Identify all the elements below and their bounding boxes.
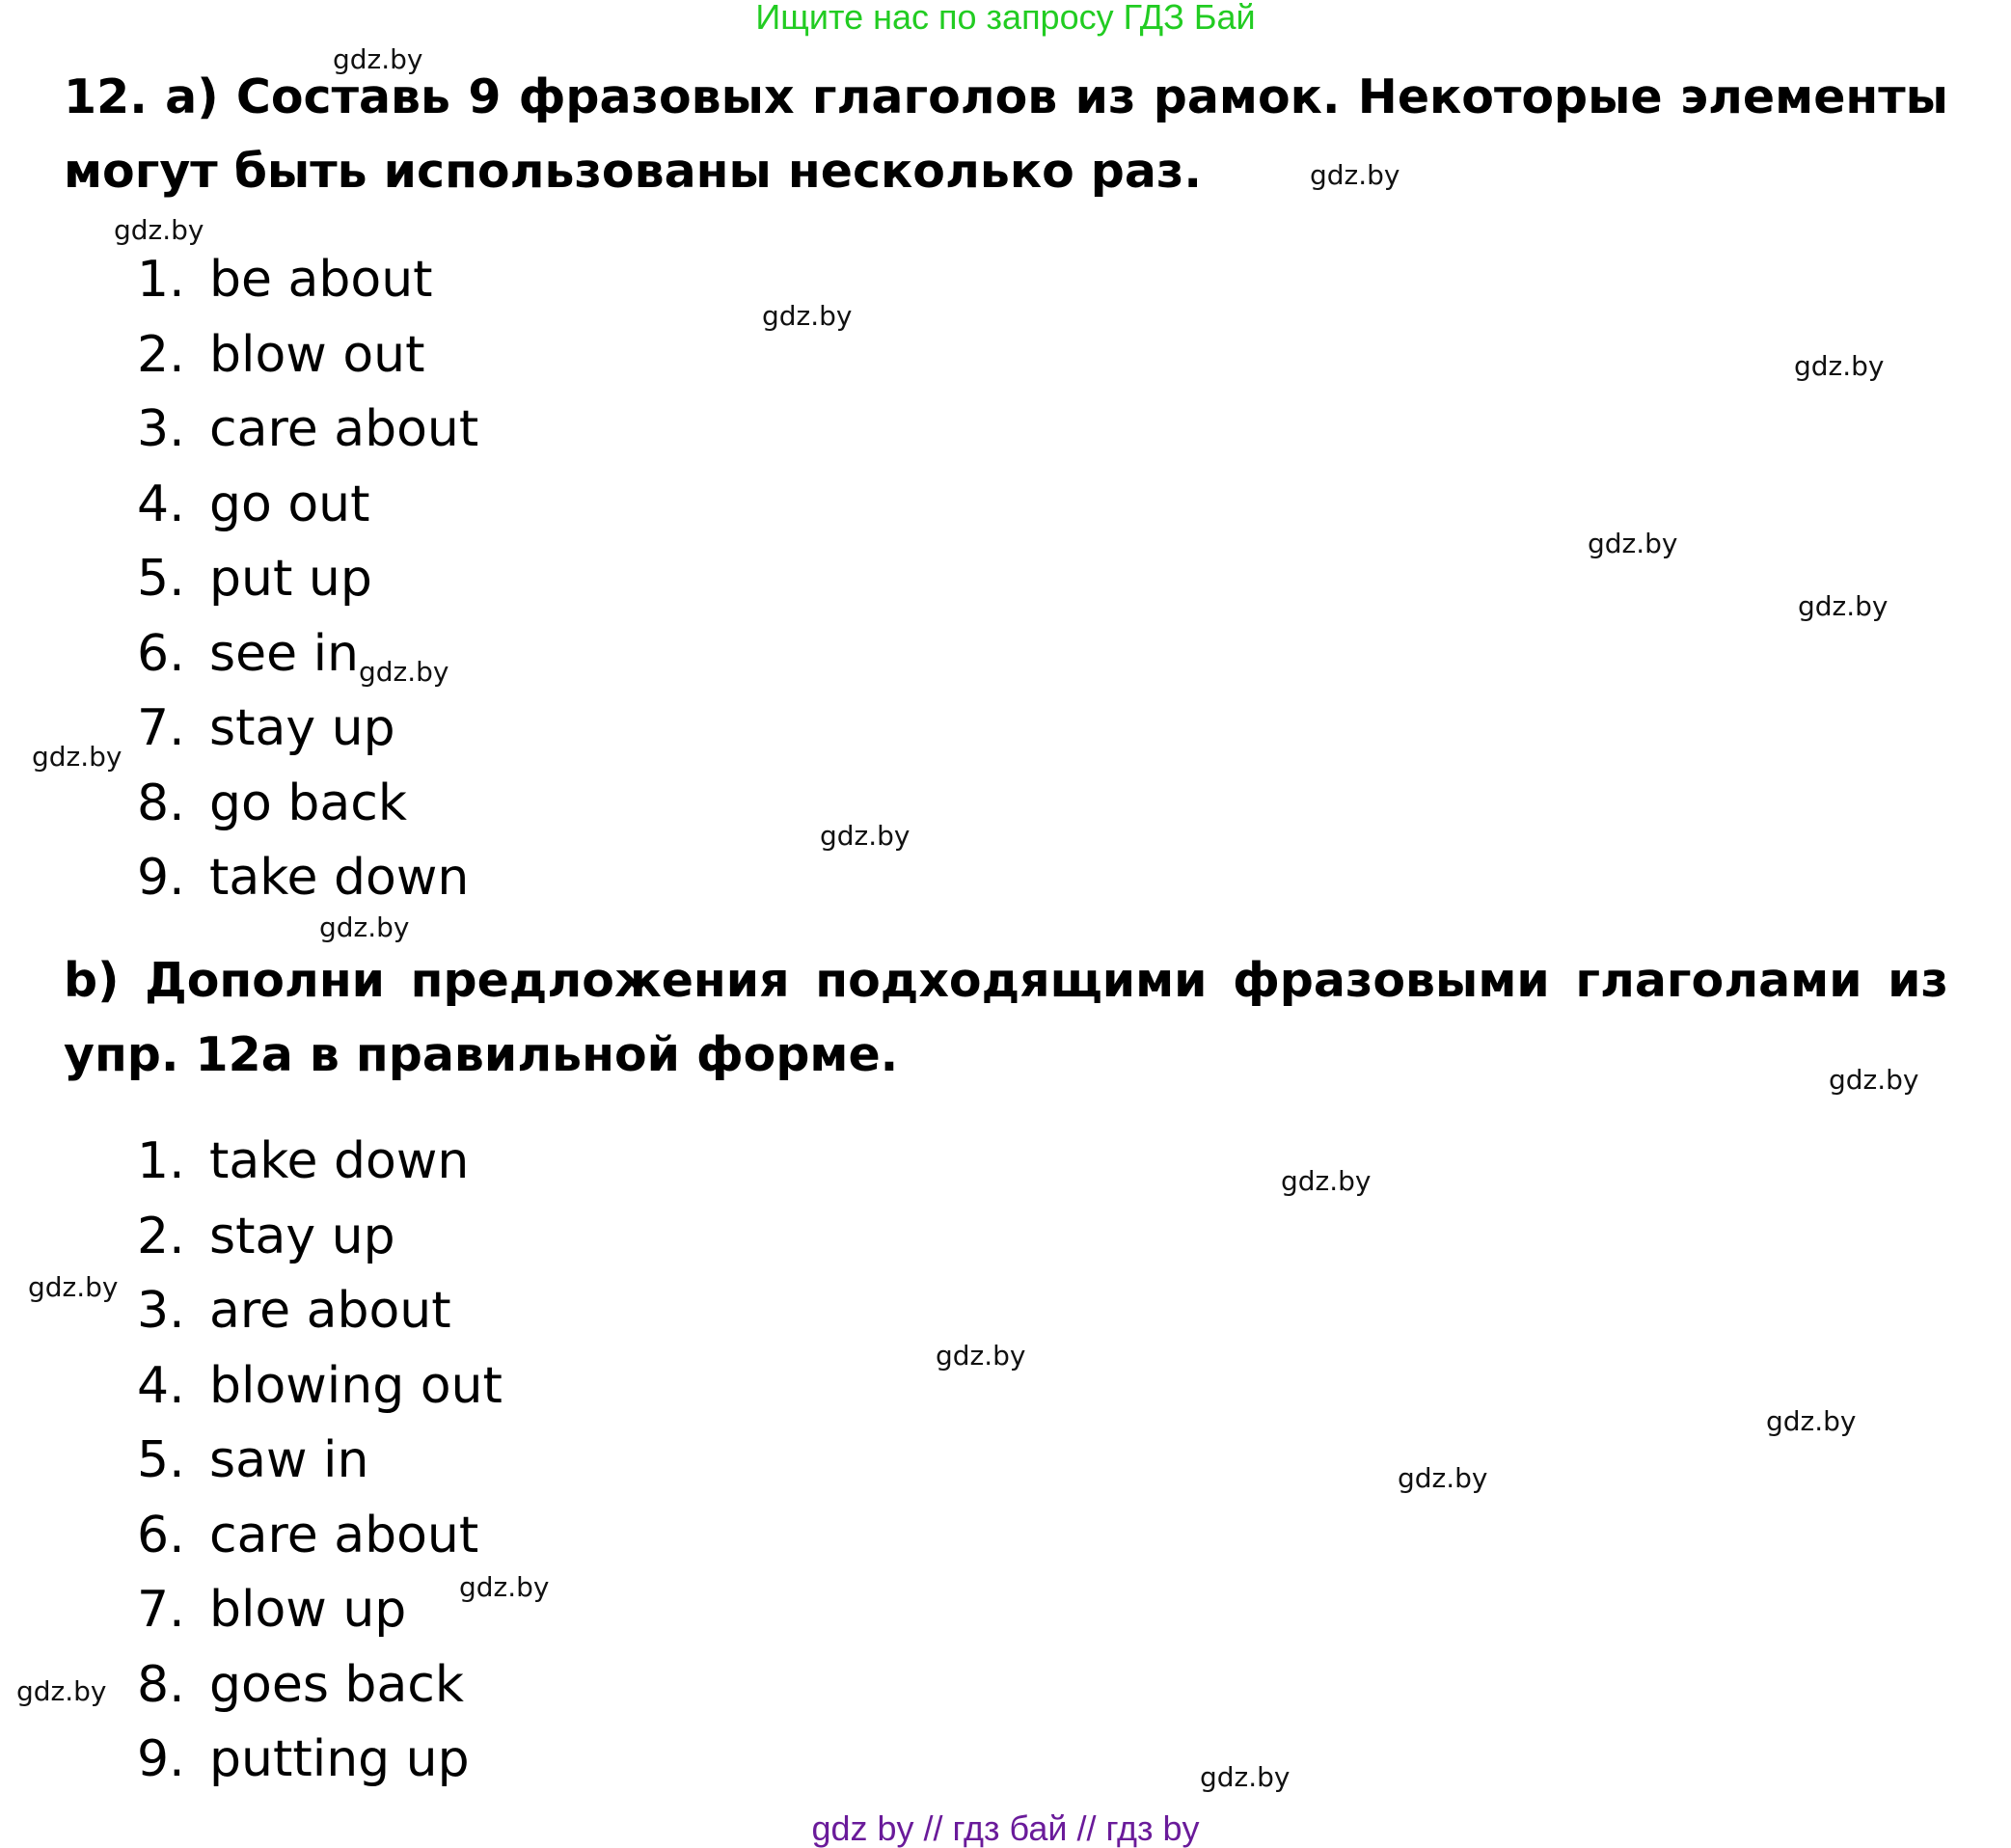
watermark: gdz.by [32, 741, 122, 773]
list-item [137, 1200, 503, 1275]
item-number: 1. [137, 251, 185, 309]
list-item [137, 767, 478, 842]
list-item [137, 1274, 503, 1349]
item-text: take down [209, 849, 470, 907]
watermark: gdz.by [936, 1340, 1026, 1372]
list-item [137, 841, 478, 916]
item-text: goes back [209, 1655, 465, 1714]
task-b-instruction: b) Дополни предложения подходящими фразовыми глаголами из упр. 12а в правильной форме. [64, 953, 1948, 1082]
item-number: 1. [137, 1132, 185, 1190]
item-text: put up [209, 550, 372, 608]
item-number: 3. [137, 1282, 185, 1340]
item-text: saw in [209, 1431, 369, 1489]
item-number: 8. [137, 774, 185, 832]
watermark: gdz.by [762, 300, 853, 332]
item-number: 5. [137, 1431, 185, 1489]
watermark: gdz.by [1798, 590, 1889, 622]
item-number: 9. [137, 849, 185, 907]
item-number: 3. [137, 400, 185, 458]
watermark: gdz.by [359, 656, 449, 688]
watermark: gdz.by [16, 1675, 107, 1707]
watermark: gdz.by [114, 214, 204, 246]
list-item [137, 318, 478, 394]
item-text: blow out [209, 325, 425, 384]
watermark: gdz.by [1829, 1064, 1919, 1096]
item-number: 6. [137, 624, 185, 683]
item-text: care about [209, 1506, 479, 1564]
item-number: 4. [137, 1356, 185, 1415]
header-banner: Ищите нас по запросу ГДЗ Бай [755, 0, 1256, 37]
task-a-instruction: 12. а) Составь 9 фразовых глаголов из рамок. Некоторые элементы могут быть использованы несколько раз. [64, 69, 1948, 199]
watermark: gdz.by [1398, 1462, 1488, 1494]
item-text: take down [209, 1132, 470, 1190]
item-text: see in [209, 624, 360, 683]
footer-banner: gdz by // гдз бай // гдз by [811, 1808, 1200, 1848]
list-item [137, 1499, 503, 1574]
item-number: 8. [137, 1655, 185, 1714]
list-item [137, 1349, 503, 1425]
list-item [137, 393, 478, 468]
list-item [137, 542, 478, 617]
watermark: gdz.by [820, 820, 910, 852]
item-number: 5. [137, 550, 185, 608]
item-number: 2. [137, 1207, 185, 1265]
list-item [137, 1424, 503, 1499]
item-number: 9. [137, 1730, 185, 1788]
list-item [137, 692, 478, 767]
watermark: gdz.by [1794, 350, 1885, 382]
item-number: 6. [137, 1506, 185, 1564]
watermark: gdz.by [1281, 1165, 1372, 1197]
item-text: blowing out [209, 1356, 503, 1415]
list-item [137, 1125, 503, 1200]
answer-list-b [137, 1125, 503, 1798]
item-text: stay up [209, 699, 395, 757]
watermark: gdz.by [459, 1571, 550, 1603]
list-item [137, 1573, 503, 1648]
item-number: 4. [137, 475, 185, 533]
item-text: care about [209, 400, 479, 458]
watermark: gdz.by [1310, 159, 1400, 191]
item-text: stay up [209, 1207, 395, 1265]
watermark: gdz.by [333, 43, 423, 75]
item-text: blow up [209, 1581, 407, 1639]
watermark: gdz.by [1588, 528, 1678, 559]
list-item [137, 1648, 503, 1724]
list-item [137, 243, 478, 318]
item-text: are about [209, 1282, 451, 1340]
item-number: 7. [137, 1581, 185, 1639]
item-text: go out [209, 475, 370, 533]
item-number: 2. [137, 325, 185, 384]
watermark: gdz.by [28, 1271, 119, 1303]
item-text: putting up [209, 1730, 470, 1788]
list-item [137, 1723, 503, 1798]
watermark: gdz.by [1766, 1405, 1857, 1437]
item-number: 7. [137, 699, 185, 757]
watermark: gdz.by [319, 911, 410, 943]
answer-list-a [137, 243, 478, 916]
item-text: go back [209, 774, 407, 832]
item-text: be about [209, 251, 433, 309]
list-item [137, 468, 478, 543]
watermark: gdz.by [1200, 1761, 1291, 1793]
